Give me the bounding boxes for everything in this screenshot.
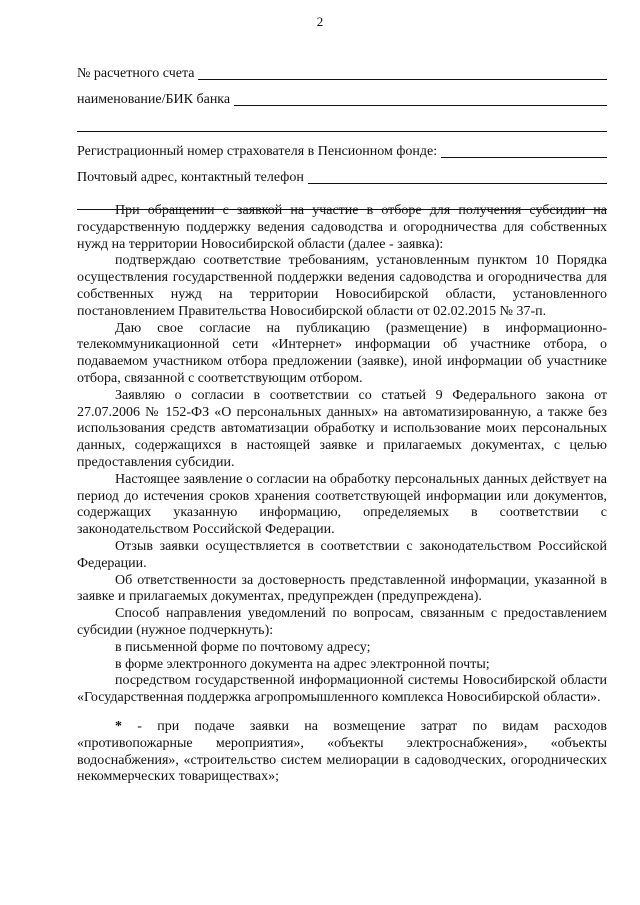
paragraph-publication-consent: Даю свое согласие на публикацию (размещение) в информационно-телекоммуникационной сети «Интернет» информации об участнике отбора, о подаваемом участником отбора предложении (заявке), иной информации об участнике отбора, связанной с соответствующим отбором. xyxy=(77,320,607,386)
bank-fill-line[interactable] xyxy=(234,91,607,106)
declaration-text xyxy=(77,203,607,786)
pension-label: Регистрационный номер страхователя в Пенсионном фонде: xyxy=(77,144,438,159)
paragraph-consent-period: Настоящее заявление о согласии на обработку персональных данных действует на период до истечения сроков хранения соответствующей информации или документов, содержащих указанную информацию, определяемых в соответствии с законодательством Российской Федерации. xyxy=(77,471,607,538)
address-fill-line[interactable] xyxy=(308,169,607,184)
paragraph-notification-method: Способ направления уведомлений по вопросам, связанным с предоставлением субсидии (нужное подчеркнуть): xyxy=(77,606,607,638)
page-number: 2 xyxy=(316,14,324,29)
account-fill-line[interactable] xyxy=(198,65,607,80)
bank-row xyxy=(77,86,607,108)
notification-option-postal[interactable]: в письменной форме по почтовому адресу; xyxy=(115,639,371,655)
paragraph-intro: При обращении с заявкой на участие в отборе для получения субсидии на государственную поддержку ведения садоводства и огородничества для собственных нужд на территории Новосибирской области (далее - заявка): xyxy=(77,203,607,252)
address-row xyxy=(77,164,607,186)
paragraph-withdrawal: Отзыв заявки осуществляется в соответствии с законодательством Российской Федерации. xyxy=(77,538,607,571)
form-fields xyxy=(77,60,607,216)
bank-continuation-row xyxy=(77,112,607,134)
footnote-text: - при подаче заявки на возмещение затрат по видам расходов «противопожарные мероприятия», «объекты электроснабжения», «объекты водоснабжения», «строительство систем мелиорации в садоводческих, огороднических некоммерческих товариществах»; xyxy=(77,718,607,785)
footnote xyxy=(77,719,607,786)
account-label: № расчетного счета xyxy=(77,66,195,81)
notification-option-gis[interactable]: посредством государственной информационной системы Новосибирской области «Государственная поддержка агропромышленного комплекса Новосибирской области». xyxy=(77,673,607,706)
paragraph-responsibility: Об ответственности за достоверность представленной информации, указанной в заявке и прилагаемых документах, предупрежден (предупреждена). xyxy=(77,572,607,605)
account-row xyxy=(77,60,607,82)
bank-label: наименование/БИК банка xyxy=(77,92,231,107)
pension-row xyxy=(77,138,607,160)
paragraph-personal-data-consent: Заявляю о согласии в соответствии со статьей 9 Федерального закона от 27.07.2006 № 152-ФЗ «О персональных данных» на автоматизированную, а также без использования средств автоматизации обработку и использование моих персональных данных, содержащихся в настоящей заявке и прилагаемых документах, с целью предоставления субсидии. xyxy=(77,387,607,470)
notification-option-email[interactable]: в форме электронного документа на адрес электронной почты; xyxy=(115,656,490,672)
bank-continuation-fill-line[interactable] xyxy=(77,117,607,132)
footnote-asterisk: * xyxy=(115,718,122,734)
address-label: Почтовый адрес, контактный телефон xyxy=(77,170,304,185)
paragraph-requirements: подтверждаю соответствие требованиям, установленным пунктом 10 Порядка осуществления государственной поддержки ведения садоводства и огородничества для собственных нужд на территории Новосибирской области, установленного постановлением Правительства Новосибирской области от 02.02.2015 № 37-п. xyxy=(77,253,607,319)
pension-fill-line[interactable] xyxy=(441,143,607,158)
